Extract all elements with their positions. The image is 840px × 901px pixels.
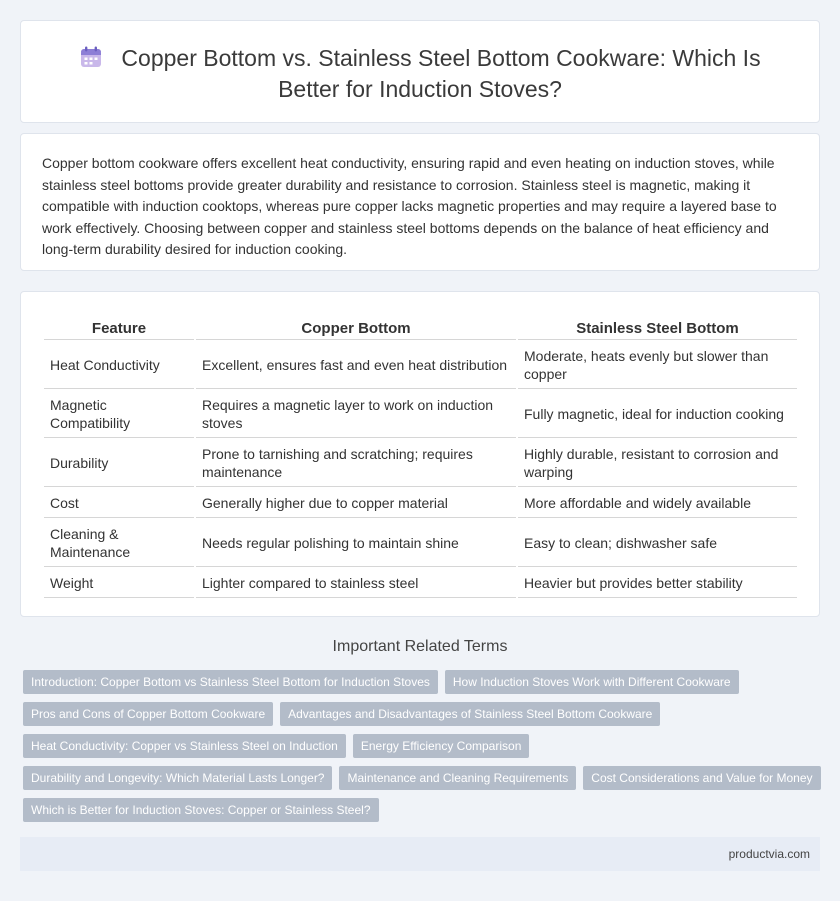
table-row xyxy=(44,520,797,567)
related-tag[interactable]: How Induction Stoves Work with Different Cookware xyxy=(445,670,739,694)
table-cell: Fully magnetic, ideal for induction cooking xyxy=(518,391,797,438)
table-cell: Heavier but provides better stability xyxy=(518,569,797,598)
table-cell: Easy to clean; dishwasher safe xyxy=(518,520,797,567)
related-tag[interactable]: Maintenance and Cleaning Requirements xyxy=(339,766,576,790)
table-cell: Excellent, ensures fast and even heat distribution xyxy=(196,342,516,389)
header-copper: Copper Bottom xyxy=(196,318,516,340)
table-cell: Generally higher due to copper material xyxy=(196,489,516,518)
table-header-row xyxy=(44,318,797,340)
table-row xyxy=(44,342,797,389)
table-cell: Requires a magnetic layer to work on induction stoves xyxy=(196,391,516,438)
table-cell: Highly durable, resistant to corrosion and warping xyxy=(518,440,797,487)
table-cell: Lighter compared to stainless steel xyxy=(196,569,516,598)
title-line-1: Copper Bottom vs. Stainless Steel Bottom Cookware: Which Is xyxy=(121,45,761,71)
related-tags xyxy=(23,670,823,830)
intro-card xyxy=(20,133,820,271)
table-cell: Weight xyxy=(44,569,194,598)
table-row xyxy=(44,440,797,487)
table-cell: More affordable and widely available xyxy=(518,489,797,518)
related-tag[interactable]: Cost Considerations and Value for Money xyxy=(583,766,820,790)
related-tag[interactable]: Introduction: Copper Bottom vs Stainless Steel Bottom for Induction Stoves xyxy=(23,670,438,694)
comparison-table xyxy=(42,316,799,600)
table-row xyxy=(44,489,797,518)
title-line-2: Better for Induction Stoves? xyxy=(278,76,562,102)
table-cell: Heat Conductivity xyxy=(44,342,194,389)
table-cell: Cost xyxy=(44,489,194,518)
related-tag[interactable]: Durability and Longevity: Which Material Lasts Longer? xyxy=(23,766,332,790)
related-tag[interactable]: Which is Better for Induction Stoves: Copper or Stainless Steel? xyxy=(23,798,379,822)
table-cell: Cleaning & Maintenance xyxy=(44,520,194,567)
header-feature: Feature xyxy=(44,318,194,340)
page-title xyxy=(21,43,819,105)
table-cell: Needs regular polishing to maintain shine xyxy=(196,520,516,567)
table-row xyxy=(44,569,797,598)
calendar-icon xyxy=(79,45,103,69)
table-cell: Moderate, heats evenly but slower than copper xyxy=(518,342,797,389)
table-cell: Magnetic Compatibility xyxy=(44,391,194,438)
related-tag[interactable]: Heat Conductivity: Copper vs Stainless Steel on Induction xyxy=(23,734,346,758)
footer-site[interactable]: productvia.com xyxy=(728,847,810,861)
related-terms-heading: Important Related Terms xyxy=(332,638,508,655)
footer xyxy=(20,837,820,871)
title-card xyxy=(20,20,820,123)
header-stainless: Stainless Steel Bottom xyxy=(518,318,797,340)
intro-paragraph: Copper bottom cookware offers excellent heat conductivity, ensuring rapid and even heating on induction stoves, while stainless steel bottoms provide greater durability and resistance to corrosion. Stainless steel is magnetic, making it compatible with induction cooktops, whereas pure copper lacks magnetic properties and may require a layered base to work effectively. Choosing between copper and stainless steel bottoms depends on the balance of heat efficiency and long-term durability desired for induction cooking. xyxy=(42,155,777,257)
related-tag[interactable]: Advantages and Disadvantages of Stainless Steel Bottom Cookware xyxy=(280,702,660,726)
related-tag[interactable]: Energy Efficiency Comparison xyxy=(353,734,530,758)
related-tag[interactable]: Pros and Cons of Copper Bottom Cookware xyxy=(23,702,273,726)
table-cell: Prone to tarnishing and scratching; requires maintenance xyxy=(196,440,516,487)
table-row xyxy=(44,391,797,438)
comparison-card xyxy=(20,291,820,617)
table-cell: Durability xyxy=(44,440,194,487)
